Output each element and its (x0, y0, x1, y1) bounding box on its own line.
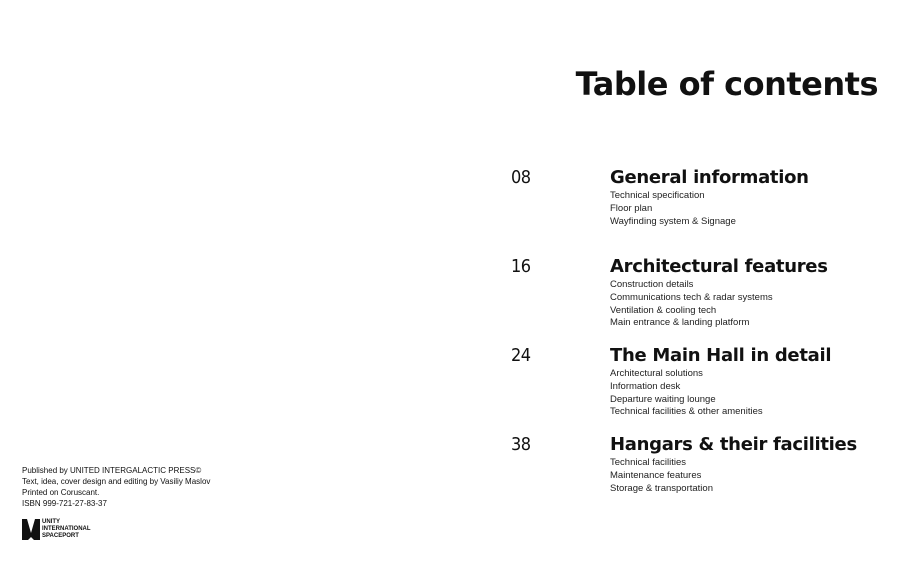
toc-subitems (610, 190, 890, 228)
toc-section (610, 167, 890, 228)
toc-subitem[interactable]: Communications tech & radar systems (610, 291, 773, 303)
logo-line: SPACEPORT (42, 533, 79, 539)
toc-page-number: 08 (511, 167, 531, 188)
toc-subitem[interactable]: Information desk (610, 380, 681, 392)
toc-subitem[interactable]: Wayfinding system & Signage (610, 215, 736, 227)
toc-heading[interactable]: Hangars & their facilities (610, 434, 857, 455)
toc-heading[interactable]: The Main Hall in detail (610, 345, 832, 366)
toc-subitem[interactable]: Ventilation & cooling tech (610, 304, 717, 316)
toc-heading[interactable]: Architectural features (610, 256, 828, 277)
logo-line: UNITY (42, 519, 60, 525)
toc-section (610, 256, 890, 330)
unity-logo-icon (22, 519, 40, 540)
toc-subitems (610, 457, 890, 495)
toc-heading[interactable]: General information (610, 167, 809, 188)
toc-subitem[interactable]: Main entrance & landing platform (610, 317, 750, 329)
imprint-isbn: ISBN 999-721-27-83-37 (22, 499, 107, 508)
imprint-credits: Text, idea, cover design and editing by Vasiliy Maslov (22, 477, 211, 486)
toc-subitem[interactable]: Technical facilities & other amenities (610, 406, 763, 418)
toc-page-number: 16 (511, 256, 531, 277)
toc-subitem[interactable]: Technical specification (610, 190, 705, 201)
toc-subitem[interactable]: Construction details (610, 279, 694, 290)
toc-subitem[interactable]: Storage & transportation (610, 482, 713, 494)
imprint-printed: Printed on Coruscant. (22, 488, 100, 497)
logo-wordmark (42, 519, 91, 540)
page-title: Table of contents (575, 65, 878, 103)
toc-subitem[interactable]: Departure waiting lounge (610, 393, 716, 405)
toc-subitem[interactable]: Maintenance features (610, 469, 702, 481)
imprint (22, 465, 210, 509)
spaceport-logo (22, 519, 91, 540)
toc-section (610, 345, 890, 419)
logo-line: INTERNATIONAL (42, 526, 91, 532)
toc-page-number: 38 (511, 434, 531, 455)
toc-page-number: 24 (511, 345, 531, 366)
toc-section (610, 434, 890, 495)
toc-subitems (610, 279, 890, 330)
toc-subitem[interactable]: Architectural solutions (610, 368, 703, 379)
toc-subitem[interactable]: Technical facilities (610, 457, 687, 468)
imprint-publisher: Published by UNITED INTERGALACTIC PRESS© (22, 466, 202, 475)
toc-subitems (610, 368, 890, 419)
toc-subitem[interactable]: Floor plan (610, 202, 653, 214)
